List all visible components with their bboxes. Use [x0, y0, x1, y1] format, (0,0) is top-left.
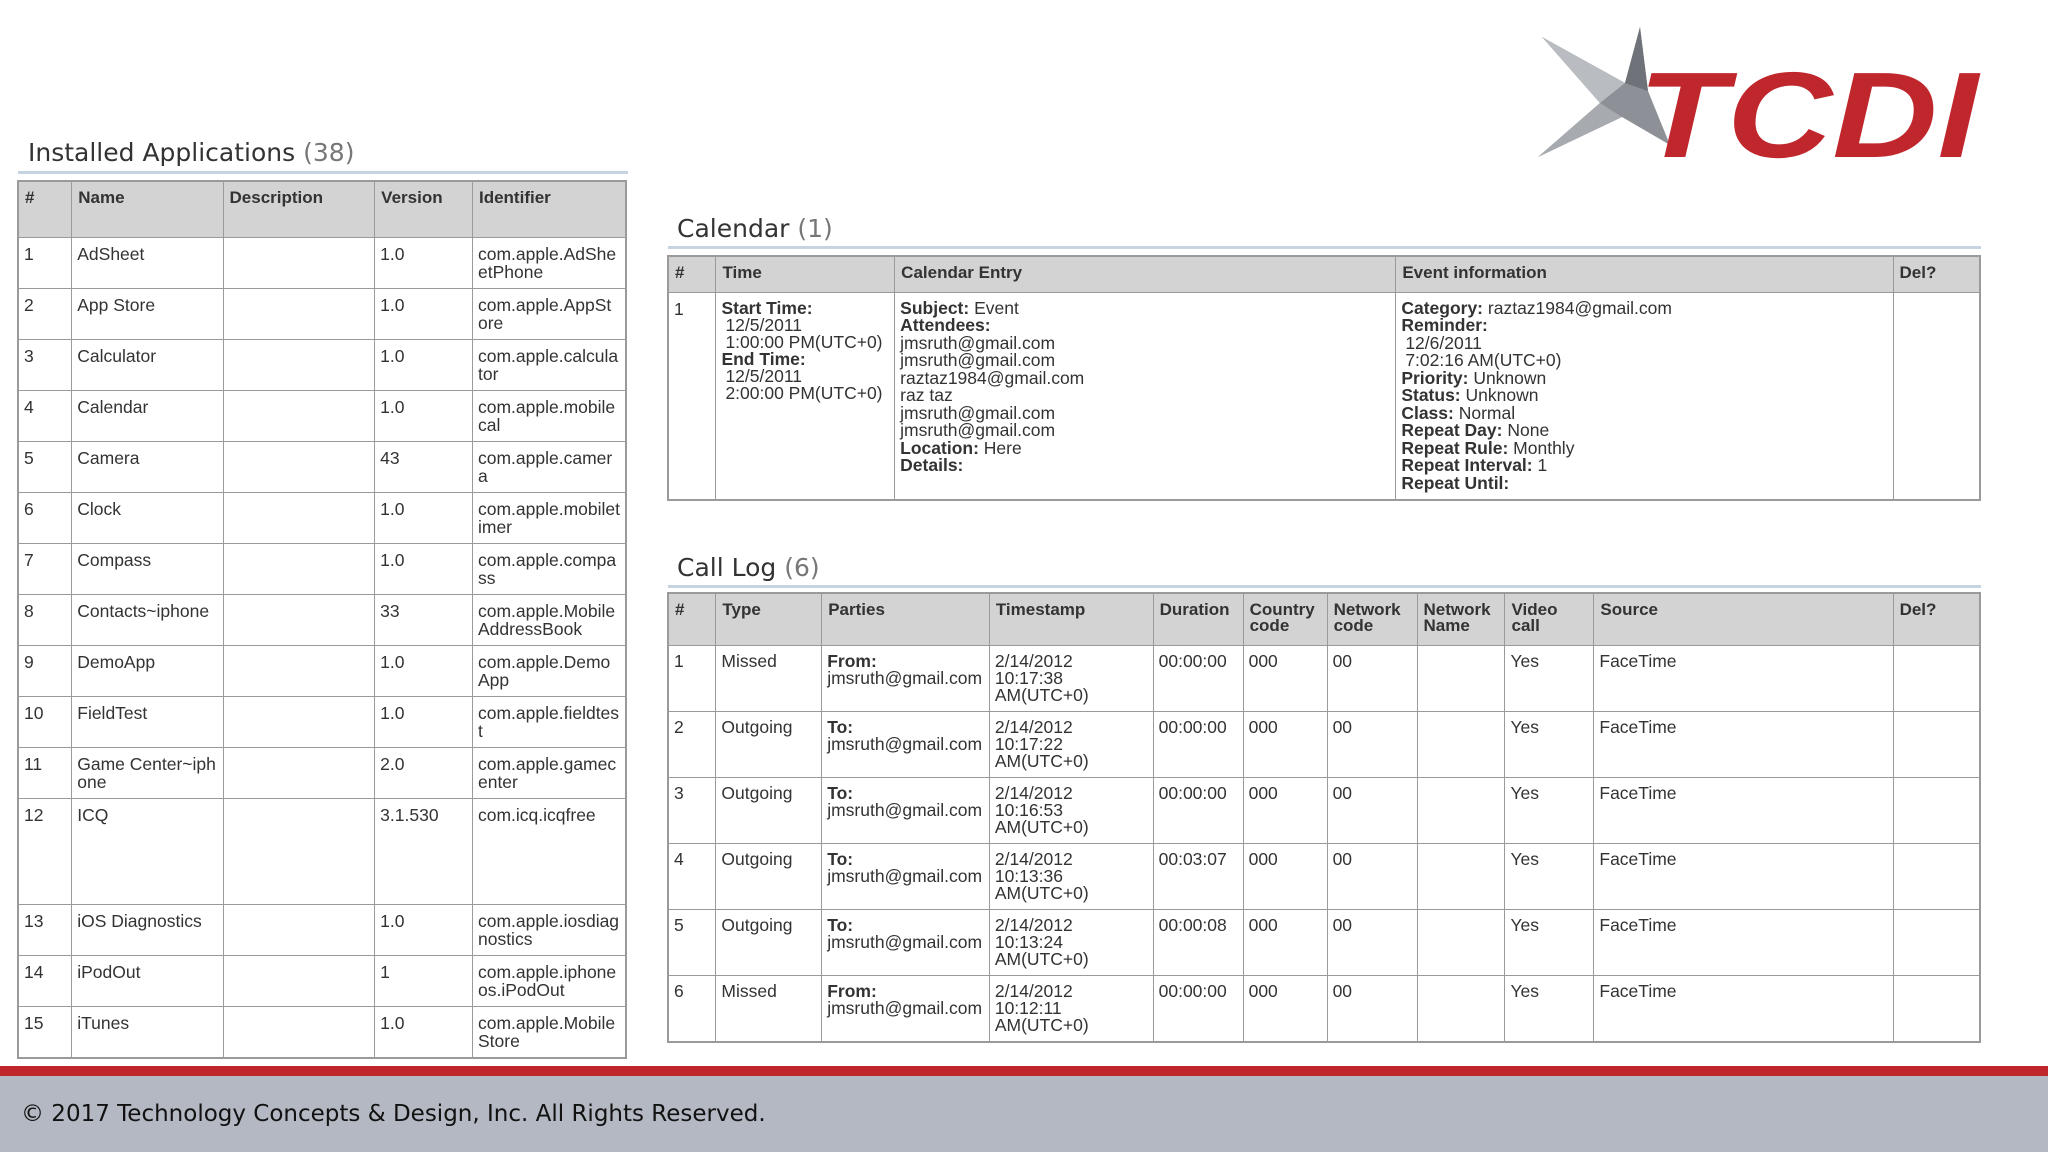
- cell-name: Compass: [72, 543, 223, 594]
- col-network-name[interactable]: Network Name: [1417, 593, 1505, 645]
- cell-name: Contacts~iphone: [72, 594, 223, 645]
- cell-country-code: 000: [1243, 975, 1327, 1042]
- cell-description: [223, 492, 375, 543]
- cell-description: [223, 798, 375, 904]
- cell-identifier: com.apple.mobilecal: [472, 390, 626, 441]
- table-row[interactable]: [18, 696, 626, 747]
- cell-version: 1.0: [375, 390, 473, 441]
- cell-name: Clock: [72, 492, 223, 543]
- cell-duration: 00:00:00: [1153, 777, 1243, 843]
- table-row[interactable]: [18, 390, 626, 441]
- cell-source: FaceTime: [1594, 777, 1893, 843]
- col-event-information[interactable]: Event information: [1396, 256, 1893, 292]
- cell-version: 3.1.530: [375, 798, 473, 904]
- cell-network-code: 00: [1327, 711, 1417, 777]
- table-row[interactable]: [18, 747, 626, 798]
- cell-duration: 00:00:08: [1153, 909, 1243, 975]
- table-row[interactable]: [668, 645, 1980, 711]
- table-row[interactable]: [18, 441, 626, 492]
- cell-version: 1.0: [375, 904, 473, 955]
- cell-source: FaceTime: [1594, 711, 1893, 777]
- cell-source: FaceTime: [1594, 843, 1893, 909]
- installed-apps-title: Installed Applications (38): [28, 138, 355, 167]
- cell-identifier: com.apple.iphoneos.iPodOut: [472, 955, 626, 1006]
- col-network-code[interactable]: Network code: [1327, 593, 1417, 645]
- cell-duration: 00:00:00: [1153, 711, 1243, 777]
- cell-network-name: [1417, 645, 1505, 711]
- cell-network-name: [1417, 777, 1505, 843]
- table-row[interactable]: [18, 288, 626, 339]
- cell-num: 1: [18, 237, 72, 288]
- table-row[interactable]: [18, 955, 626, 1006]
- cell-name: FieldTest: [72, 696, 223, 747]
- cell-video-call: Yes: [1505, 843, 1594, 909]
- col-country-code[interactable]: Country code: [1243, 593, 1327, 645]
- col-time[interactable]: Time: [716, 256, 895, 292]
- cell-name: Game Center~iphone: [72, 747, 223, 798]
- cell-network-name: [1417, 711, 1505, 777]
- col-source[interactable]: Source: [1594, 593, 1893, 645]
- cell-version: 1.0: [375, 237, 473, 288]
- cell-timestamp: 2/14/2012 10:17:38 AM(UTC+0): [989, 645, 1153, 711]
- cell-description: [223, 543, 375, 594]
- cell-timestamp: 2/14/2012 10:16:53 AM(UTC+0): [989, 777, 1153, 843]
- cell-name: Calculator: [72, 339, 223, 390]
- cell-timestamp: 2/14/2012 10:12:11 AM(UTC+0): [989, 975, 1153, 1042]
- cell-num: 8: [18, 594, 72, 645]
- cell-version: 1.0: [375, 696, 473, 747]
- cell-name: Calendar: [72, 390, 223, 441]
- cell-description: [223, 390, 375, 441]
- copyright-text: © 2017 Technology Concepts & Design, Inc. All Rights Reserved.: [21, 1101, 766, 1127]
- cell-type: Outgoing: [716, 777, 822, 843]
- cell-del: [1893, 645, 1980, 711]
- cell-parties: To: jmsruth@gmail.com: [822, 777, 990, 843]
- cell-description: [223, 955, 375, 1006]
- cell-country-code: 000: [1243, 909, 1327, 975]
- cell-duration: 00:03:07: [1153, 843, 1243, 909]
- cell-num: 4: [668, 843, 716, 909]
- cell-calendar-entry: Subject: Event Attendees: jmsruth@gmail.com jmsruth@gmail.com raztaz1984@gmail.com raz taz jmsruth@gmail.com jmsruth@gmail.com Location: Here Details:: [895, 292, 1396, 500]
- cell-time: Start Time: 12/5/2011 1:00:00 PM(UTC+0) End Time: 12/5/2011 2:00:00 PM(UTC+0): [716, 292, 895, 500]
- cell-num: 12: [18, 798, 72, 904]
- table-row[interactable]: [18, 594, 626, 645]
- col-video-call[interactable]: Video call: [1505, 593, 1594, 645]
- col-name[interactable]: Name: [72, 181, 223, 237]
- cell-name: App Store: [72, 288, 223, 339]
- cell-del: [1893, 843, 1980, 909]
- tcdi-logo: [1530, 25, 1990, 175]
- calllog-table: [667, 592, 1981, 1043]
- cell-identifier: com.apple.calculator: [472, 339, 626, 390]
- cell-parties: To: jmsruth@gmail.com: [822, 909, 990, 975]
- cell-num: 6: [668, 975, 716, 1042]
- cell-network-name: [1417, 975, 1505, 1042]
- col-duration[interactable]: Duration: [1153, 593, 1243, 645]
- col-num[interactable]: #: [18, 181, 72, 237]
- cell-num: 1: [668, 645, 716, 711]
- installed-apps-table: [17, 180, 627, 1059]
- cell-version: 1.0: [375, 1006, 473, 1058]
- cell-description: [223, 696, 375, 747]
- cell-network-code: 00: [1327, 645, 1417, 711]
- table-row[interactable]: [668, 711, 1980, 777]
- cell-version: 33: [375, 594, 473, 645]
- cell-country-code: 000: [1243, 777, 1327, 843]
- table-row[interactable]: [668, 843, 1980, 909]
- cell-parties: To: jmsruth@gmail.com: [822, 843, 990, 909]
- table-row[interactable]: [18, 645, 626, 696]
- table-row[interactable]: [18, 339, 626, 390]
- cell-num: 3: [668, 777, 716, 843]
- table-row[interactable]: [18, 904, 626, 955]
- cell-video-call: Yes: [1505, 909, 1594, 975]
- cell-num: 13: [18, 904, 72, 955]
- cell-version: 1.0: [375, 645, 473, 696]
- table-row[interactable]: [668, 975, 1980, 1042]
- col-timestamp[interactable]: Timestamp: [989, 593, 1153, 645]
- cell-type: Outgoing: [716, 711, 822, 777]
- col-num[interactable]: #: [668, 256, 716, 292]
- logo-text: TCDI: [1638, 47, 1981, 175]
- cell-video-call: Yes: [1505, 777, 1594, 843]
- cell-name: AdSheet: [72, 237, 223, 288]
- cell-type: Outgoing: [716, 843, 822, 909]
- cell-source: FaceTime: [1594, 909, 1893, 975]
- col-calendar-entry[interactable]: Calendar Entry: [895, 256, 1396, 292]
- cell-timestamp: 2/14/2012 10:13:24 AM(UTC+0): [989, 909, 1153, 975]
- footer-accent-bar: [0, 1066, 2048, 1076]
- cell-identifier: com.apple.compass: [472, 543, 626, 594]
- cell-type: Missed: [716, 975, 822, 1042]
- table-row[interactable]: [18, 492, 626, 543]
- table-row[interactable]: [18, 1006, 626, 1058]
- cell-name: DemoApp: [72, 645, 223, 696]
- table-row[interactable]: [18, 543, 626, 594]
- cell-num: 15: [18, 1006, 72, 1058]
- cell-source: FaceTime: [1594, 975, 1893, 1042]
- cell-video-call: Yes: [1505, 711, 1594, 777]
- cell-description: [223, 594, 375, 645]
- cell-del: [1893, 292, 1980, 500]
- cell-version: 1.0: [375, 339, 473, 390]
- cell-identifier: com.apple.AppStore: [472, 288, 626, 339]
- cell-num: 1: [668, 292, 716, 500]
- cell-network-code: 00: [1327, 777, 1417, 843]
- cell-description: [223, 747, 375, 798]
- table-row[interactable]: [668, 292, 1980, 500]
- cell-type: Missed: [716, 645, 822, 711]
- cell-version: 1.0: [375, 492, 473, 543]
- col-version[interactable]: Version: [375, 181, 473, 237]
- col-description[interactable]: Description: [223, 181, 375, 237]
- cell-description: [223, 237, 375, 288]
- cell-identifier: com.apple.AdSheetPhone: [472, 237, 626, 288]
- calendar-table: [667, 255, 1981, 501]
- cell-description: [223, 441, 375, 492]
- col-identifier[interactable]: Identifier: [472, 181, 626, 237]
- table-row[interactable]: [18, 798, 626, 904]
- cell-identifier: com.apple.iosdiagnostics: [472, 904, 626, 955]
- cell-country-code: 000: [1243, 711, 1327, 777]
- cell-del: [1893, 975, 1980, 1042]
- cell-duration: 00:00:00: [1153, 645, 1243, 711]
- table-row[interactable]: [668, 777, 1980, 843]
- cell-identifier: com.apple.DemoApp: [472, 645, 626, 696]
- cell-parties: To: jmsruth@gmail.com: [822, 711, 990, 777]
- cell-network-code: 00: [1327, 843, 1417, 909]
- cell-del: [1893, 777, 1980, 843]
- cell-del: [1893, 909, 1980, 975]
- cell-duration: 00:00:00: [1153, 975, 1243, 1042]
- cell-timestamp: 2/14/2012 10:13:36 AM(UTC+0): [989, 843, 1153, 909]
- cell-parties: From: jmsruth@gmail.com: [822, 645, 990, 711]
- cell-video-call: Yes: [1505, 975, 1594, 1042]
- cell-num: 6: [18, 492, 72, 543]
- cell-description: [223, 288, 375, 339]
- cell-num: 11: [18, 747, 72, 798]
- cell-num: 14: [18, 955, 72, 1006]
- cell-version: 1.0: [375, 543, 473, 594]
- cell-identifier: com.apple.mobiletimer: [472, 492, 626, 543]
- calllog-title: Call Log (6): [677, 553, 820, 582]
- cell-timestamp: 2/14/2012 10:17:22 AM(UTC+0): [989, 711, 1153, 777]
- cell-num: 5: [668, 909, 716, 975]
- cell-version: 43: [375, 441, 473, 492]
- cell-country-code: 000: [1243, 843, 1327, 909]
- cell-identifier: com.apple.MobileAddressBook: [472, 594, 626, 645]
- cell-description: [223, 1006, 375, 1058]
- cell-identifier: com.apple.camera: [472, 441, 626, 492]
- cell-description: [223, 904, 375, 955]
- cell-num: 9: [18, 645, 72, 696]
- cell-num: 10: [18, 696, 72, 747]
- cell-num: 2: [668, 711, 716, 777]
- cell-video-call: Yes: [1505, 645, 1594, 711]
- cell-event-information: Category: raztaz1984@gmail.com Reminder: 12/6/2011 7:02:16 AM(UTC+0) Priority: Unknown Status: Unknown Class: Normal Repeat Day: None Repeat Rule: Monthly Repeat Interval: 1 Repeat Until:: [1396, 292, 1893, 500]
- cell-name: ICQ: [72, 798, 223, 904]
- cell-name: iOS Diagnostics: [72, 904, 223, 955]
- col-num[interactable]: #: [668, 593, 716, 645]
- cell-num: 4: [18, 390, 72, 441]
- cell-num: 5: [18, 441, 72, 492]
- col-del[interactable]: Del?: [1893, 256, 1980, 292]
- cell-del: [1893, 711, 1980, 777]
- cell-description: [223, 339, 375, 390]
- cell-num: 3: [18, 339, 72, 390]
- table-row[interactable]: [668, 909, 1980, 975]
- col-del[interactable]: Del?: [1893, 593, 1980, 645]
- cell-num: 2: [18, 288, 72, 339]
- cell-version: 2.0: [375, 747, 473, 798]
- calendar-title: Calendar (1): [677, 214, 833, 243]
- col-parties[interactable]: Parties: [822, 593, 990, 645]
- cell-network-code: 00: [1327, 975, 1417, 1042]
- cell-identifier: com.apple.gamecenter: [472, 747, 626, 798]
- cell-parties: From: jmsruth@gmail.com: [822, 975, 990, 1042]
- col-type[interactable]: Type: [716, 593, 822, 645]
- cell-version: 1: [375, 955, 473, 1006]
- cell-network-code: 00: [1327, 909, 1417, 975]
- cell-description: [223, 645, 375, 696]
- cell-country-code: 000: [1243, 645, 1327, 711]
- cell-identifier: com.apple.MobileStore: [472, 1006, 626, 1058]
- cell-num: 7: [18, 543, 72, 594]
- cell-type: Outgoing: [716, 909, 822, 975]
- cell-identifier: com.icq.icqfree: [472, 798, 626, 904]
- cell-version: 1.0: [375, 288, 473, 339]
- table-row[interactable]: [18, 237, 626, 288]
- cell-name: Camera: [72, 441, 223, 492]
- cell-identifier: com.apple.fieldtest: [472, 696, 626, 747]
- cell-network-name: [1417, 909, 1505, 975]
- cell-name: iPodOut: [72, 955, 223, 1006]
- cell-network-name: [1417, 843, 1505, 909]
- cell-name: iTunes: [72, 1006, 223, 1058]
- cell-source: FaceTime: [1594, 645, 1893, 711]
